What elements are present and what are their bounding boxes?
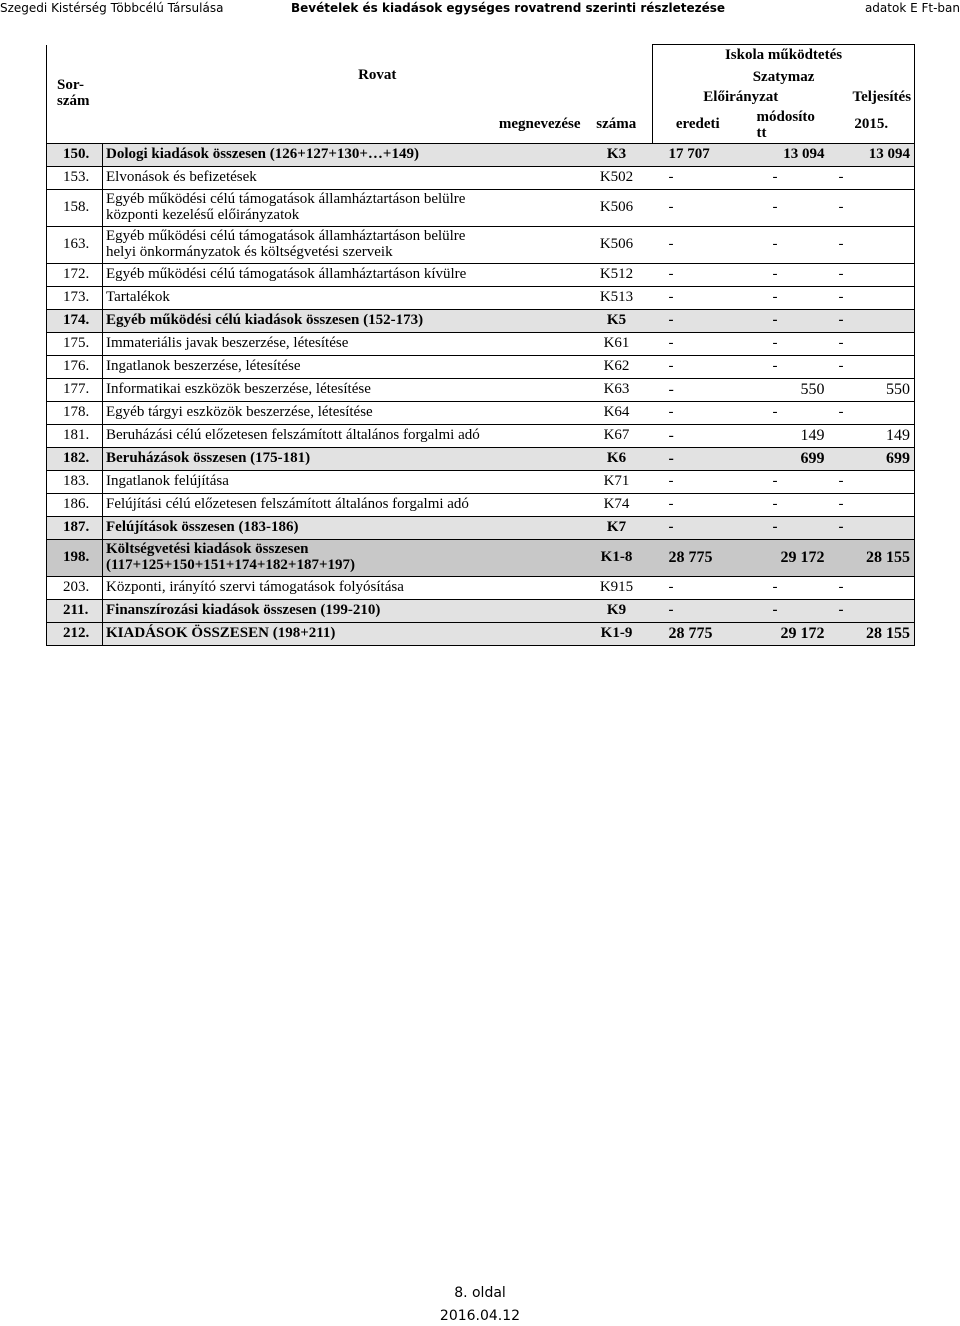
table-row [47,448,915,471]
row-number: 163. [47,227,103,264]
row-code: K512 [581,264,653,287]
row-teljesites: - [829,287,915,310]
expenditure-table [46,44,915,646]
table-row [47,540,915,577]
row-code: K74 [581,494,653,517]
table-row [47,471,915,494]
row-modositott: 13 094 [743,144,829,167]
col-header-eredeti: eredeti [653,108,743,144]
row-code: K63 [581,379,653,402]
row-modositott: - [743,310,829,333]
row-teljesites: 550 [829,379,915,402]
row-modositott: - [743,402,829,425]
table-row [47,577,915,600]
row-modositott: - [743,577,829,600]
row-modositott: 550 [743,379,829,402]
row-number: 172. [47,264,103,287]
place-name: Szatymaz [653,68,915,88]
row-eredeti: - [653,190,743,227]
row-code: K506 [581,190,653,227]
row-teljesites: - [829,310,915,333]
row-number: 186. [47,494,103,517]
table-row [47,425,915,448]
table-row [47,402,915,425]
row-teljesites: - [829,356,915,379]
col-header-modositott: módosíto tt [743,108,829,144]
row-modositott: 699 [743,448,829,471]
row-modositott: 29 172 [743,623,829,646]
row-name: Egyéb működési célú támogatások államháztartáson belülre helyi önkormányzatok és költségvetési szerveik [103,227,581,264]
row-modositott: - [743,227,829,264]
row-eredeti: - [653,356,743,379]
col-header-year: 2015. [829,108,915,144]
organization-name: Szegedi Kistérség Többcélú Társulása [0,1,224,15]
col-header-rovat: Rovat [358,67,397,84]
row-number: 158. [47,190,103,227]
row-name: Beruházási célú előzetesen felszámított általános forgalmi adó [103,425,581,448]
row-code: K3 [581,144,653,167]
row-teljesites: 699 [829,448,915,471]
row-number: 212. [47,623,103,646]
row-name: Finanszírozási kiadások összesen (199-210) [103,600,581,623]
row-modositott: - [743,264,829,287]
table-row [47,167,915,190]
row-modositott: 149 [743,425,829,448]
row-teljesites: - [829,167,915,190]
row-modositott: - [743,167,829,190]
row-eredeti: - [653,287,743,310]
row-modositott: - [743,190,829,227]
row-eredeti: - [653,448,743,471]
table-row [47,264,915,287]
row-eredeti: - [653,494,743,517]
row-teljesites: - [829,227,915,264]
row-number: 203. [47,577,103,600]
row-eredeti: - [653,379,743,402]
col-header-eloiranyzat: Előirányzat [653,88,829,108]
row-teljesites: - [829,264,915,287]
row-code: K7 [581,517,653,540]
table-row [47,356,915,379]
row-code: K6 [581,448,653,471]
row-eredeti: 17 707 [653,144,743,167]
table-row [47,310,915,333]
row-name: Felújítási célú előzetesen felszámított általános forgalmi adó [103,494,581,517]
col-header-sorszam: Sor- szám [47,45,103,144]
row-eredeti: - [653,425,743,448]
row-code: K9 [581,600,653,623]
print-date: 2016.04.12 [439,1308,521,1324]
table-row [47,144,915,167]
row-code: K1-9 [581,623,653,646]
col-header-teljesites: Teljesítés [829,88,915,108]
row-eredeti: - [653,227,743,264]
row-name: Költségvetési kiadások összesen (117+125+150+151+174+182+187+197) [103,540,581,577]
row-name: Egyéb működési célú kiadások összesen (152-173) [103,310,581,333]
row-name: Egyéb tárgyi eszközök beszerzése, létesítése [103,402,581,425]
row-number: 150. [47,144,103,167]
row-teljesites: - [829,577,915,600]
row-code: K506 [581,227,653,264]
row-name: KIADÁSOK ÖSSZESEN (198+211) [103,623,581,646]
page-header [0,0,960,18]
row-modositott: - [743,517,829,540]
row-name: Beruházások összesen (175-181) [103,448,581,471]
table-row [47,227,915,264]
row-name: Informatikai eszközök beszerzése, létesítése [103,379,581,402]
col-header-szama: száma [581,108,653,144]
row-number: 181. [47,425,103,448]
row-number: 173. [47,287,103,310]
row-modositott: 29 172 [743,540,829,577]
row-number: 187. [47,517,103,540]
row-eredeti: - [653,600,743,623]
report-title: Bevételek és kiadások egységes rovatrend szerinti részletezése [291,1,726,15]
row-name: Elvonások és befizetések [103,167,581,190]
row-name: Immateriális javak beszerzése, létesítése [103,333,581,356]
row-eredeti: - [653,577,743,600]
institution-name: Iskola működtetés [653,45,915,68]
row-eredeti: - [653,310,743,333]
row-name: Tartalékok [103,287,581,310]
row-code: K5 [581,310,653,333]
row-eredeti: - [653,167,743,190]
row-eredeti: 28 775 [653,540,743,577]
row-name: Ingatlanok felújítása [103,471,581,494]
row-teljesites: 149 [829,425,915,448]
row-modositott: - [743,333,829,356]
row-number: 198. [47,540,103,577]
row-teljesites: - [829,471,915,494]
row-name: Felújítások összesen (183-186) [103,517,581,540]
row-number: 183. [47,471,103,494]
row-code: K71 [581,471,653,494]
table-body [47,144,915,646]
row-number: 211. [47,600,103,623]
row-modositott: - [743,600,829,623]
row-eredeti: - [653,402,743,425]
row-eredeti: - [653,264,743,287]
row-name: Központi, irányító szervi támogatások folyósítása [103,577,581,600]
row-code: K67 [581,425,653,448]
row-name: Egyéb működési célú támogatások államháztartáson belülre központi kezelésű előirányzatok [103,190,581,227]
table-row [47,494,915,517]
table-row [47,379,915,402]
row-teljesites: - [829,333,915,356]
row-number: 176. [47,356,103,379]
col-header-megnevezese: megnevezése [103,108,581,144]
row-code: K502 [581,167,653,190]
row-name: Egyéb működési célú támogatások államháztartáson kívülre [103,264,581,287]
row-teljesites: - [829,517,915,540]
row-code: K915 [581,577,653,600]
row-teljesites: 28 155 [829,540,915,577]
row-teljesites: - [829,600,915,623]
table-row [47,287,915,310]
row-teljesites: 13 094 [829,144,915,167]
row-number: 174. [47,310,103,333]
row-code: K64 [581,402,653,425]
row-code: K62 [581,356,653,379]
table-row [47,517,915,540]
row-eredeti: - [653,517,743,540]
table-row [47,190,915,227]
row-name: Ingatlanok beszerzése, létesítése [103,356,581,379]
row-modositott: - [743,471,829,494]
row-eredeti: 28 775 [653,623,743,646]
table-row [47,333,915,356]
table-row [47,623,915,646]
row-teljesites: 28 155 [829,623,915,646]
row-number: 177. [47,379,103,402]
row-eredeti: - [653,333,743,356]
row-modositott: - [743,494,829,517]
row-teljesites: - [829,494,915,517]
row-code: K1-8 [581,540,653,577]
row-teljesites: - [829,402,915,425]
row-number: 178. [47,402,103,425]
row-modositott: - [743,287,829,310]
row-teljesites: - [829,190,915,227]
row-code: K513 [581,287,653,310]
row-modositott: - [743,356,829,379]
table-row [47,600,915,623]
units-note: adatok E Ft-ban [864,1,960,15]
page-number: 8. oldal [454,1285,506,1301]
row-eredeti: - [653,471,743,494]
row-number: 182. [47,448,103,471]
row-code: K61 [581,333,653,356]
row-name: Dologi kiadások összesen (126+127+130+…+149) [103,144,581,167]
row-number: 153. [47,167,103,190]
row-number: 175. [47,333,103,356]
